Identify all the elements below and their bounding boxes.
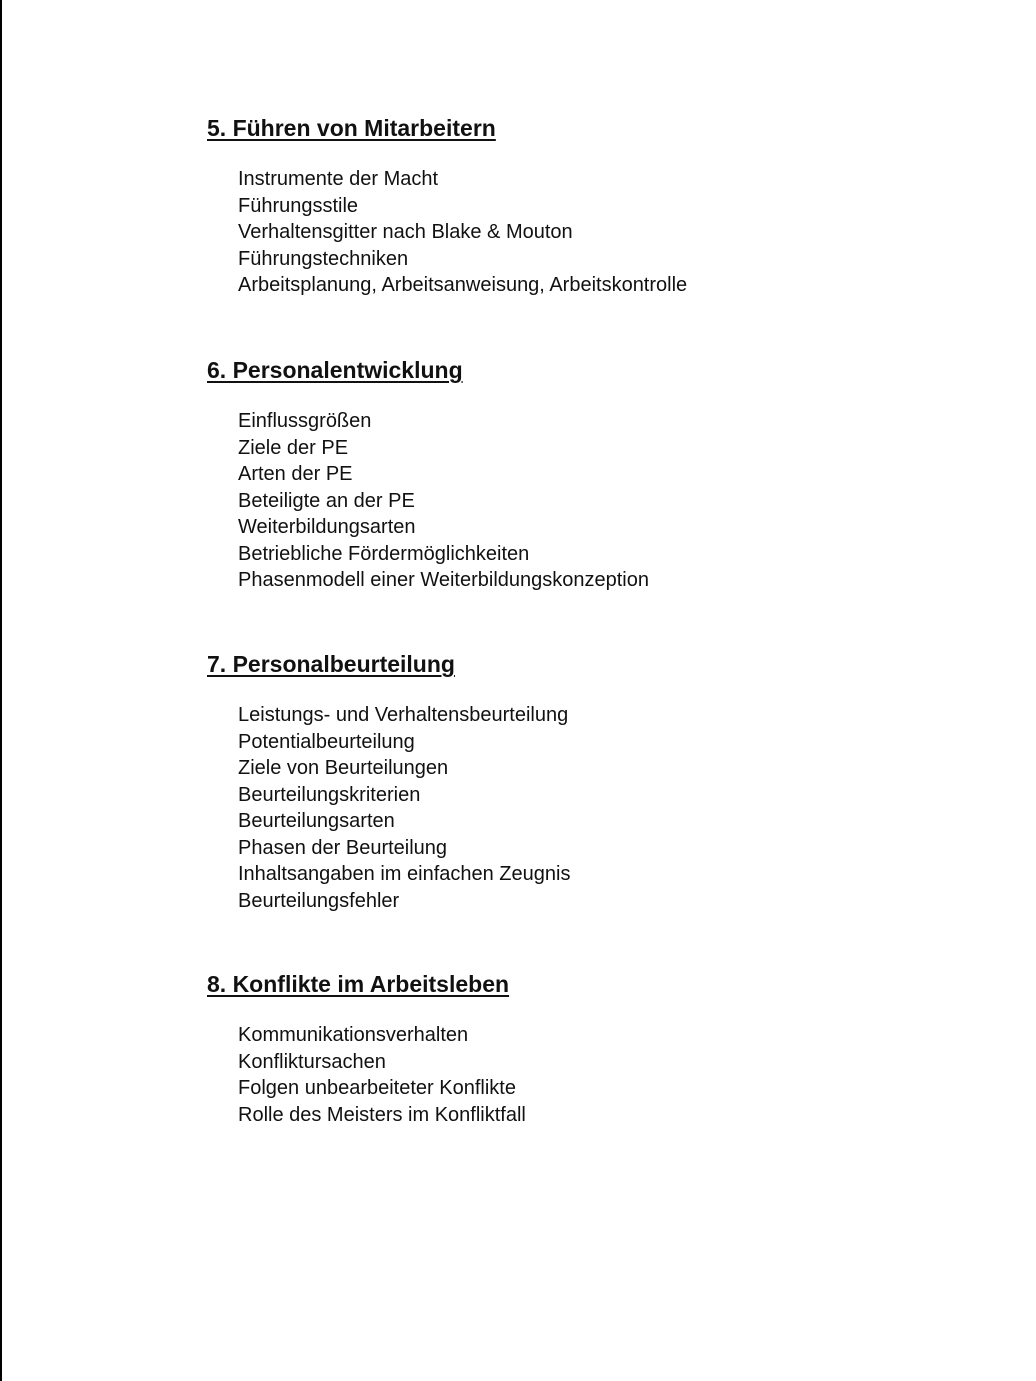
list-item: Arbeitsplanung, Arbeitsanweisung, Arbeitskontrolle <box>238 274 688 296</box>
list-item: Potentialbeurteilung <box>238 730 415 753</box>
list-item: Arten der PE <box>238 463 353 485</box>
section-heading: 6. Personalentwicklung <box>207 357 463 383</box>
list-item: Kommunikationsverhalten <box>238 1024 469 1046</box>
list-item: Leistungs- und Verhaltensbeurteilung <box>238 704 569 726</box>
section-heading: 8. Konflikte im Arbeitsleben <box>207 971 510 997</box>
topic-list <box>238 1022 526 1128</box>
section-heading: 5. Führen von Mitarbeitern <box>207 115 496 141</box>
list-item: Einflussgrößen <box>238 410 372 432</box>
list-item: Führungstechniken <box>238 247 409 270</box>
list-item: Konfliktursachen <box>238 1050 386 1073</box>
list-item: Beurteilungsfehler <box>238 889 400 912</box>
list-item: Betriebliche Fördermöglichkeiten <box>238 542 530 565</box>
list-item: Rolle des Meisters im Konfliktfall <box>238 1103 526 1126</box>
section-konflikte-im-arbeitsleben <box>207 970 526 1128</box>
section-personalbeurteilung <box>207 650 570 914</box>
section-fuehren-von-mitarbeitern <box>207 114 687 299</box>
list-item: Beteiligte an der PE <box>238 489 415 512</box>
topic-list <box>238 408 649 594</box>
list-item: Beurteilungsarten <box>238 810 395 832</box>
topic-list <box>238 166 687 299</box>
section-heading: 7. Personalbeurteilung <box>207 651 455 677</box>
list-item: Verhaltensgitter nach Blake & Mouton <box>238 221 573 243</box>
list-item: Führungsstile <box>238 194 359 217</box>
list-item: Phasenmodell einer Weiterbildungskonzeption <box>238 569 649 591</box>
list-item: Weiterbildungsarten <box>238 516 416 538</box>
topic-list <box>238 702 570 914</box>
list-item: Folgen unbearbeiteter Konflikte <box>238 1077 516 1099</box>
list-item: Ziele der PE <box>238 436 349 459</box>
list-item: Phasen der Beurteilung <box>238 836 448 859</box>
list-item: Inhaltsangaben im einfachen Zeugnis <box>238 863 571 885</box>
section-personalentwicklung <box>207 356 649 594</box>
list-item: Instrumente der Macht <box>238 168 439 190</box>
list-item: Ziele von Beurteilungen <box>238 757 449 779</box>
page-left-border <box>0 0 2 1381</box>
list-item: Beurteilungskriterien <box>238 783 421 806</box>
